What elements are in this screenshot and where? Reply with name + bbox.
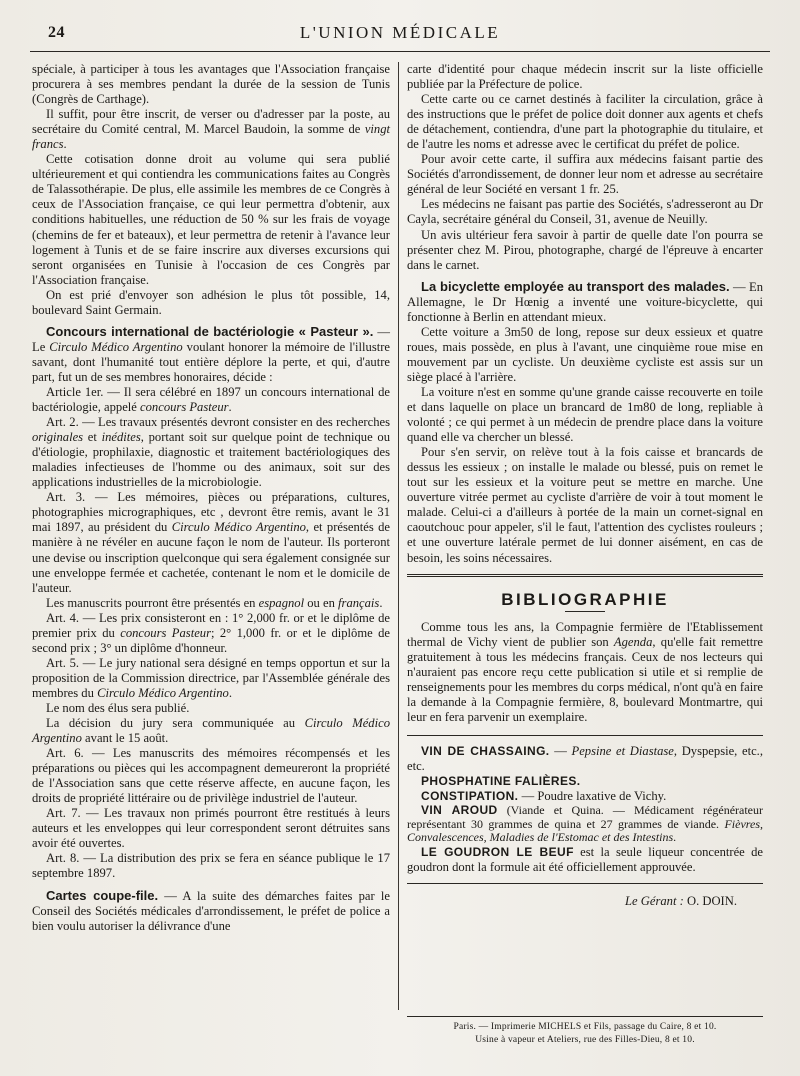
paragraph: Comme tous les ans, la Compagnie fermière de l'Etablissement thermal de Vichy vient de publier son Agenda, qu'elle fait remettre gratuitement à tous les médecins français. Ceux de nos lecteurs qui n'auraient pas encore reçu cette publication si utile et si remplie de renseignements pour les membres du corps médical, n'ont qu'à en faire la demande à la Compagnie fermière, 8, boulevard Montmartre, qui leur en fera parvenir un exemplaire. <box>407 619 764 724</box>
advertisements <box>407 735 763 875</box>
paragraph: Les manuscrits pourront être présentés en espagnol ou en français. <box>46 595 383 610</box>
paragraph: Les médecins ne faisant pas partie des Sociétés, s'adresseront au Dr Cayla, secrétaire général du Conseil, 31, avenue de Neuilly. <box>407 197 763 227</box>
paragraph: Le nom des élus sera publié. <box>46 700 190 715</box>
article: Art. 3. — Les mémoires, pièces ou préparations, cultures, photographies micrographiques, etc , devront être remis, avant le 31 mai 1897, au président du Circulo Médico Argentino, et présentés de manière à ne révéler en aucune façon le nom de l'auteur. Ils porteront une devise ou inscription quelconque qui sera également consignée sur une enveloppe fermée et cachetée, contenant le nom et le domicile de l'auteur. <box>32 490 391 595</box>
article: Article 1er. — Il sera célébré en 1897 un concours international de bactériologie, appelé concours Pasteur. <box>32 384 390 415</box>
article: Art. 6. — Les manuscrits des mémoires récompensés et les préparations ou pièces qui les accompagnent demeureront la propriété de l'Association sans que cette réserve affecte, en aucune façon, les droits de propriété littéraire ou de privilège industriel de l'auteur. <box>32 746 390 806</box>
footer-line: Paris. — Imprimerie MICHELS et Fils, passage du Caire, 8 et 10. <box>453 1022 717 1032</box>
gerant-line: Le Gérant : O. DOIN. <box>407 883 763 909</box>
paragraph: carte d'identité pour chaque médecin inscrit sur la liste officielle publiée par la Préfecture de police. <box>407 62 763 92</box>
footer-line: Usine à vapeur et Ateliers, rue des Filles-Dieu, 8 et 10. <box>475 1035 695 1045</box>
article: Art. 5. — Le jury national sera désigné en temps opportun et sur la proposition de la Commission directrice, par l'Assemblée générale des membres du Circulo Médico Argentino. <box>32 655 390 700</box>
article: Art. 4. — Les prix consisteront en : 1° 2,000 fr. or et le diplôme de premier prix du concours Pasteur; 2° 1,000 fr. or et le diplôme de second prix ; 3° un diplôme d'honneur. <box>32 610 390 655</box>
section-heading: Cartes coupe-file. <box>46 887 159 903</box>
paragraph: La voiture n'est en somme qu'une grande caisse recouverte en toile et dans laquelle on place un brancard de 1m80 de long, repliable à volonté ; ce qui permet à un médecin de prendre place dans la voiture quand elle va chercher un blessé. <box>407 384 763 445</box>
section-heading: Concours international de bactériologie « Pasteur ». <box>46 323 374 339</box>
paragraph: On est prié d'envoyer son adhésion le plus tôt possible, 14, boulevard Saint Germain. <box>32 287 390 317</box>
right-column <box>407 62 763 909</box>
paragraph: La décision du jury sera communiquée au Circulo Médico Argentino avant le 15 août. <box>32 716 390 746</box>
cartes-paragraph: Cartes coupe-file. — A la suite des démarches faites par le Conseil des Sociétés médicales d'arrondissement, le préfet de police a bien voulu autoriser la délivrance d'une <box>32 887 390 933</box>
printer-footer <box>407 1016 763 1047</box>
paragraph: Pour s'en servir, on relève tout à la fois caisse et brancards de dessus les essieux ; on installe le malade ou blessé, puis on remet le tout sur les essieux et la voiture peut se mettre en marche. Une ouverture vitrée permet au cycliste d'arrière de voir à tout moment le malade. Celui-ci a d'ailleurs à portée de la main un cornet-signal en caoutchouc pour appeler, s'il le faut, l'attention des cyclistes rouleurs ; et une ouverture latérale permet de lui donner aisément, en cas de besoin, les soins nécessaires. <box>407 445 763 565</box>
ad-item: VIN AROUD (Viande et Quina. — Médicament régénérateur représentant 30 grammes de quina et 27 grammes de viande. Fièvres, Convalescences, Maladies de l'Estomac et des Intestins. <box>407 803 763 845</box>
ad-item: PHOSPHATINE FALIÈRES. <box>421 774 581 789</box>
section-heading: La bicyclette employée au transport des malades. <box>421 278 730 294</box>
paragraph: Cette carte ou ce carnet destinés à faciliter la circulation, grâce à des instructions que le préfet de police doit donner aux agents et chefs de détachement, contiendra, d'une part la photographie du titulaire, et de l'autre les noms et adresse avec le certificat du préfet de police. <box>407 92 763 152</box>
paragraph: Il suffit, pour être inscrit, de verser ou d'adresser par la poste, au secrétaire du Comité central, M. Marcel Baudoin, la somme de vingt francs. <box>32 107 390 152</box>
paragraph: Pour avoir cette carte, il suffira aux médecins faisant partie des Sociétés d'arrondissement, de donner leur nom et adresse au secrétaire général de leur Société en versant 1 fr. 25. <box>407 152 763 197</box>
journal-title: L'UNION MÉDICALE <box>299 23 501 42</box>
article: Art. 2. — Les travaux présentés devront consister en des recherches originales et inédites, portant soit sur quelque point de technique ou d'étiologie, prophilaxie, diagnostic et traitement bactériologiques des maladies infectieuses de l'homme ou des animaux, soit sur des applications industrielles de la microbiologie. <box>32 415 390 490</box>
paragraph: Cette voiture a 3m50 de long, repose sur deux essieux et quatre roues, mais possède, en plus à l'avant, une cinquième roue mise en mouvement par un cycliste. Un deuxième cycliste est assis sur un siège placé à l'arrière. <box>407 324 763 384</box>
left-column <box>32 62 390 934</box>
short-rule <box>565 611 605 612</box>
column-divider <box>398 62 399 1010</box>
ad-item: CONSTIPATION. — Poudre laxative de Vichy. <box>421 789 667 804</box>
double-rule <box>407 574 763 578</box>
ad-item: LE GOUDRON LE BEUF est la seule liqueur concentrée de goudron dont la formule ait été officiellement approuvée. <box>407 844 764 874</box>
concours-paragraph: Concours international de bactériologie « Pasteur ». — Le Circulo Médico Argentino voulant honorer la mémoire de l'illustre savant, dont l'humanité tout entière déplore la perte, et qui, d'autre part, fut un de ses membres honoraires, décide : <box>32 323 390 384</box>
paragraph: Un avis ultérieur fera savoir à partir de quelle date l'on pourra se présenter chez M. Pirou, photographe, chargé de l'épreuve à encarter dans le carnet. <box>407 227 763 272</box>
paragraph: spéciale, à participer à tous les avantages que l'Association française procurera à ses membres pendant la durée de la session de Tunis (Congrès de Carthage). <box>32 62 390 107</box>
bibliographie-title: BIBLIOGRAPHIE <box>501 589 669 609</box>
article: Art. 7. — Les travaux non primés pourront être restitués à leurs auteurs et les enveloppes qui leur correspondent seront détruites sans avoir été ouvertes. <box>32 806 390 851</box>
page-header <box>30 14 770 52</box>
page-number: 24 <box>48 24 65 41</box>
bicyclette-paragraph: La bicyclette employée au transport des malades. — En Allemagne, le Dr Hœnig a inventé une voiture-bicyclette, qui fonctionne à Berlin en attendant mieux. <box>407 278 764 324</box>
ad-item: VIN DE CHASSAING. — Pepsine et Diastase, Dyspepsie, etc., etc. <box>407 743 763 773</box>
article: Art. 8. — La distribution des prix se fera en séance publique le 17 septembre 1897. <box>32 851 390 881</box>
paragraph: Cette cotisation donne droit au volume qui sera publié ultérieurement et qui contiendra les communications faites au Congrès de Talassothérapie. De plus, elle assimile les membres de ce Congrès à ceux de l'Association française, ce qui leur permettra d'obtenir, aux conditions habituelles, une réduction de 50 % sur les frais de voyage (chemins de fer et bateaux), et leur permettra de retenir à l'avance leur logement à Tunis et de se faire inscrire aux diverses excursions qui seront organisées en Tunisie à l'occasion de ces Congrès par l'Association française. <box>32 152 390 287</box>
